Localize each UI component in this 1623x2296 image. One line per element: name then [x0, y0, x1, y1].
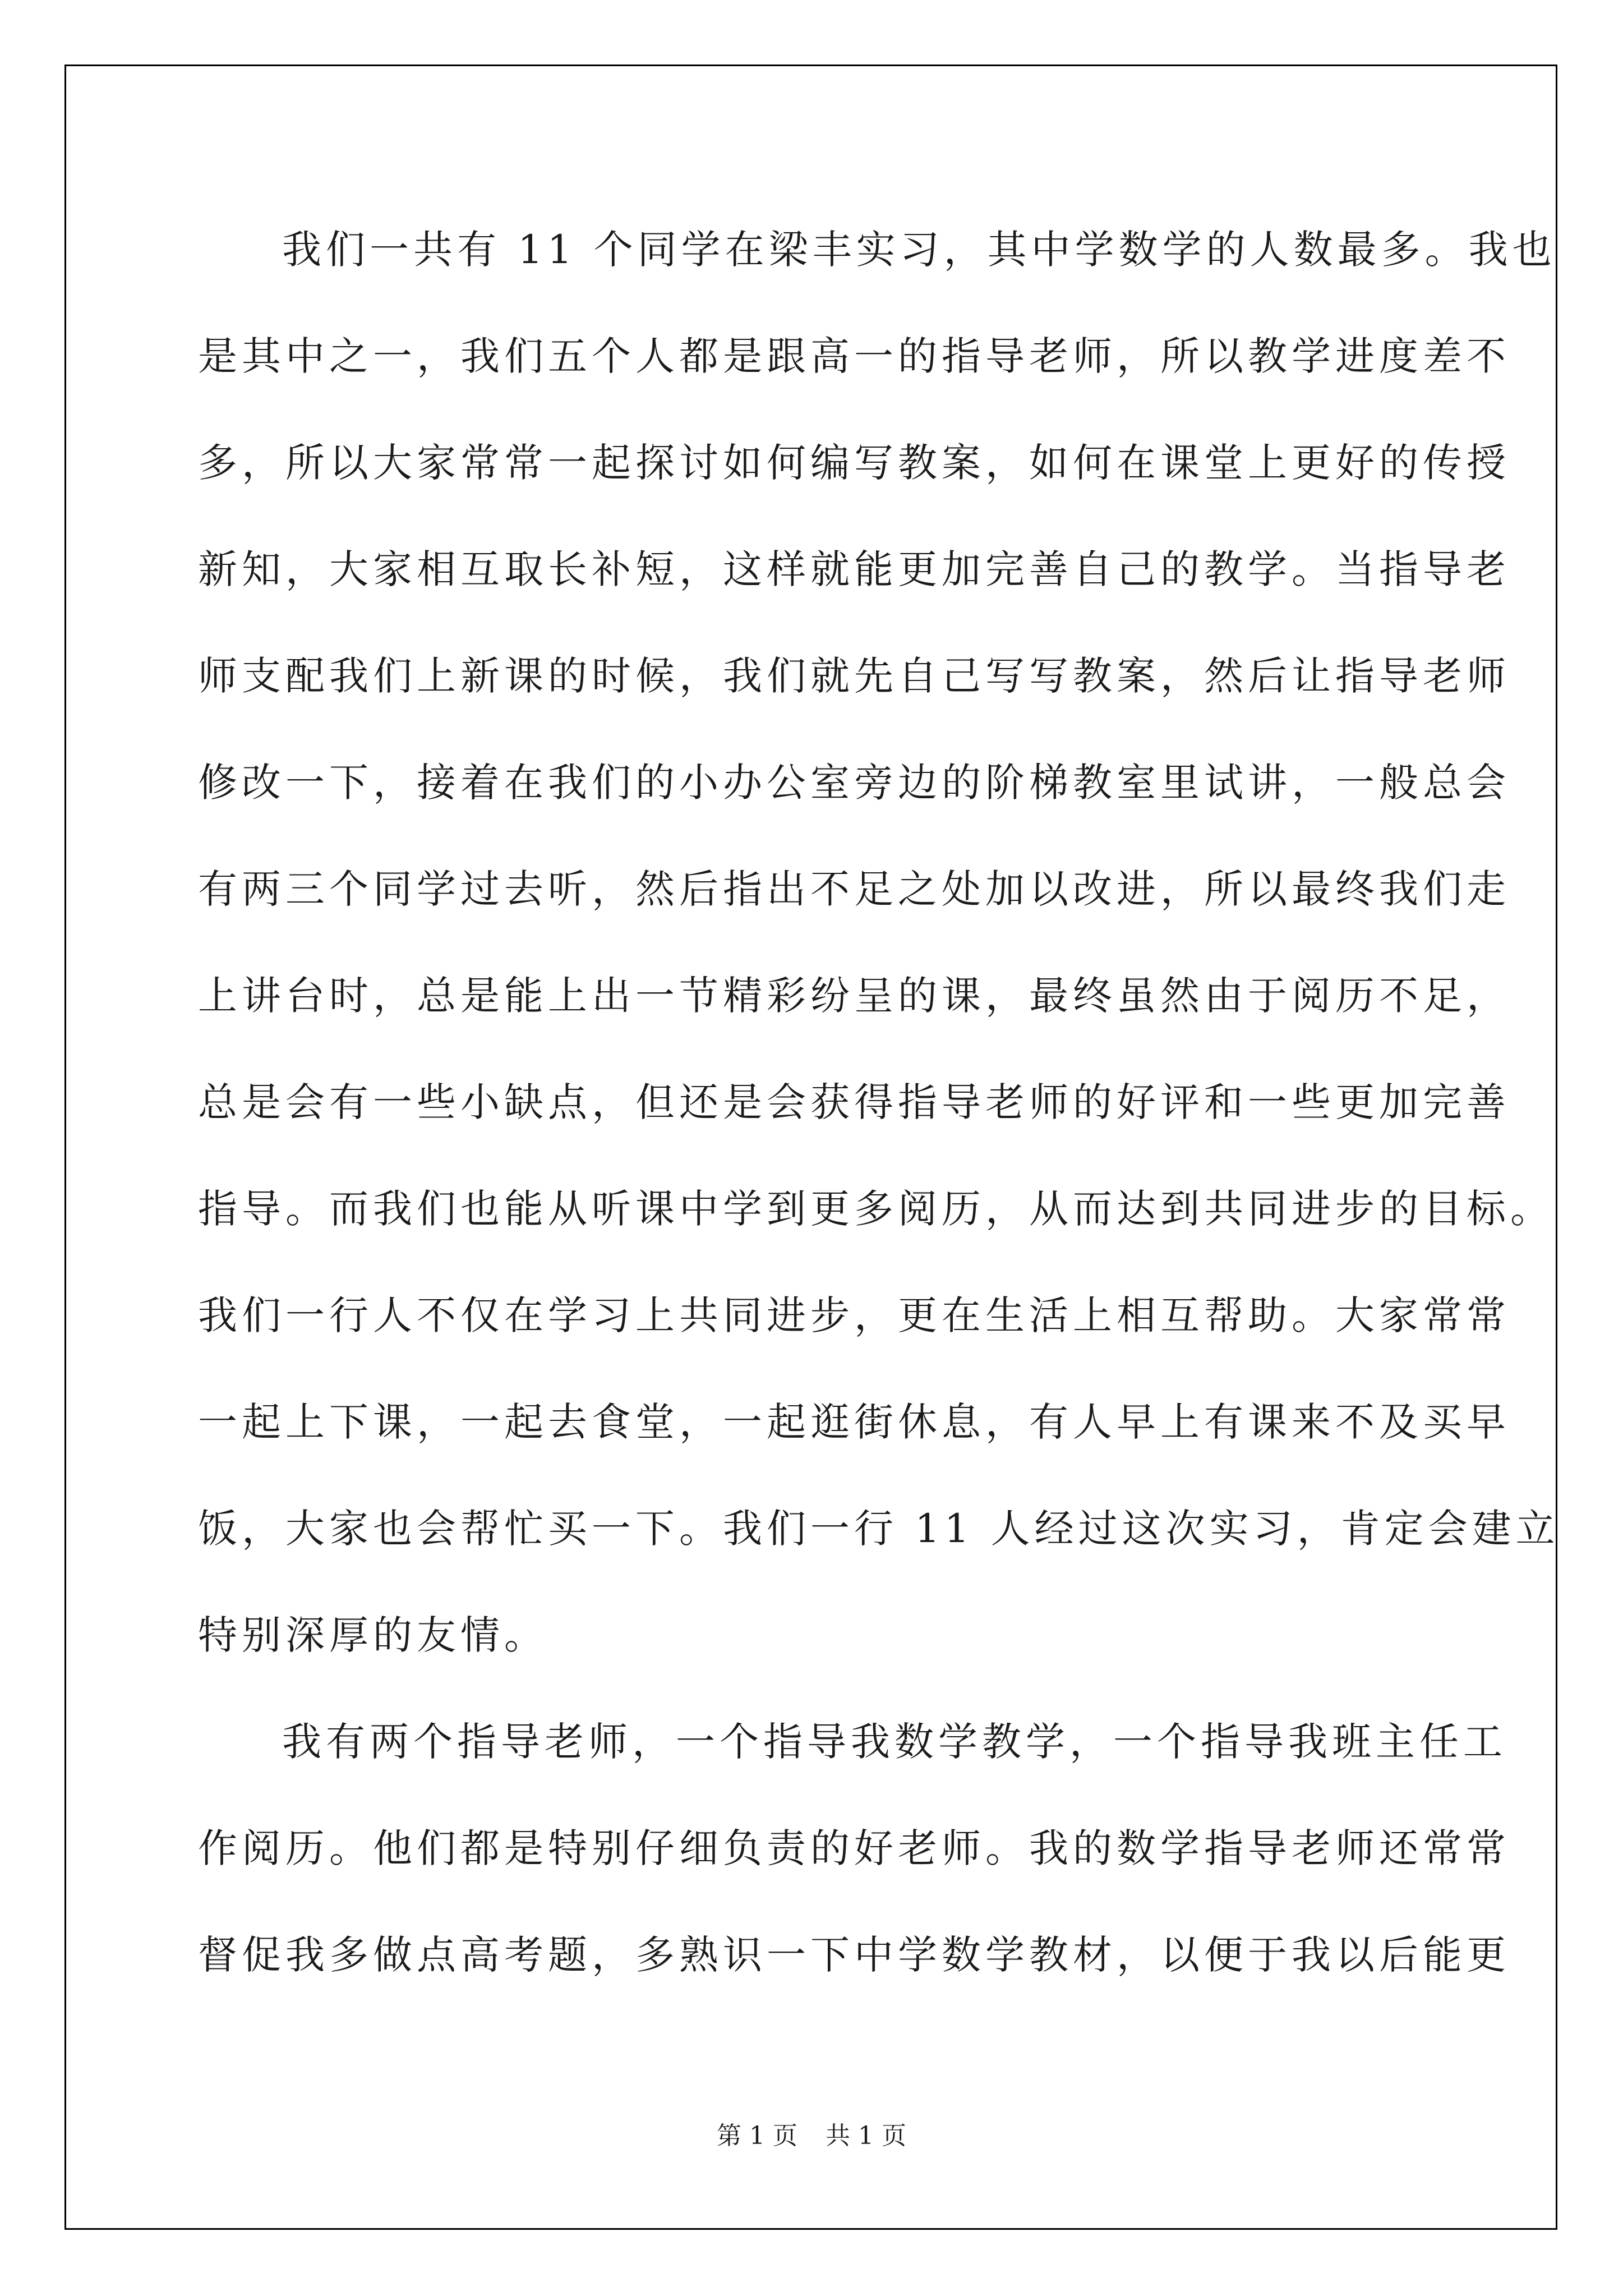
paragraph-2-line-2: 作阅历。他们都是特别仔细负责的好老师。我的数学指导老师还常常 — [198, 1825, 1510, 1871]
paragraph-1-line-8: 上讲台时，总是能上出一节精彩纷呈的课，最终虽然由于阅历不足， — [198, 973, 1510, 1019]
paragraph-1-line-2: 是其中之一，我们五个人都是跟高一的指导老师，所以教学进度差不 — [198, 333, 1510, 379]
paragraph-1-line-3: 多，所以大家常常一起探讨如何编写教案，如何在课堂上更好的传授 — [198, 440, 1510, 486]
paragraph-1-line-13: 饭，大家也会帮忙买一下。我们一行 11 人经过这次实习，肯定会建立 — [198, 1506, 1560, 1552]
paragraph-1-line-12: 一起上下课，一起去食堂，一起逛街休息，有人早上有课来不及买早 — [198, 1399, 1510, 1445]
paragraph-2-line-1: 我有两个指导老师，一个指导我数学教学，一个指导我班主任工 — [282, 1719, 1507, 1765]
page-total: 共 1 页 — [826, 2122, 906, 2150]
paragraph-1-line-4: 新知，大家相互取长补短，这样就能更加完善自己的教学。当指导老 — [198, 546, 1510, 592]
paragraph-1-line-7: 有两三个同学过去听，然后指出不足之处加以改进，所以最终我们走 — [198, 866, 1510, 912]
paragraph-1-line-14: 特别深厚的友情。 — [198, 1612, 548, 1658]
page-footer — [0, 2120, 1623, 2152]
paragraph-2-line-3: 督促我多做点高考题，多熟识一下中学数学教材，以便于我以后能更 — [198, 1932, 1510, 1978]
paragraph-1-line-9: 总是会有一些小缺点，但还是会获得指导老师的好评和一些更加完善 — [198, 1079, 1510, 1125]
paragraph-1-line-1: 我们一共有 11 个同学在梁丰实习，其中学数学的人数最多。我也 — [282, 227, 1556, 273]
page-number: 第 1 页 — [717, 2122, 797, 2150]
paragraph-1-line-10: 指导。而我们也能从听课中学到更多阅历，从而达到共同进步的目标。 — [198, 1186, 1554, 1232]
page-frame — [64, 65, 1560, 2230]
paragraph-1-line-5: 师支配我们上新课的时候，我们就先自己写写教案，然后让指导老师 — [198, 653, 1510, 699]
paragraph-1-line-6: 修改一下，接着在我们的小办公室旁边的阶梯教室里试讲，一般总会 — [198, 760, 1510, 806]
paragraph-1-line-11: 我们一行人不仅在学习上共同进步，更在生活上相互帮助。大家常常 — [198, 1292, 1510, 1338]
